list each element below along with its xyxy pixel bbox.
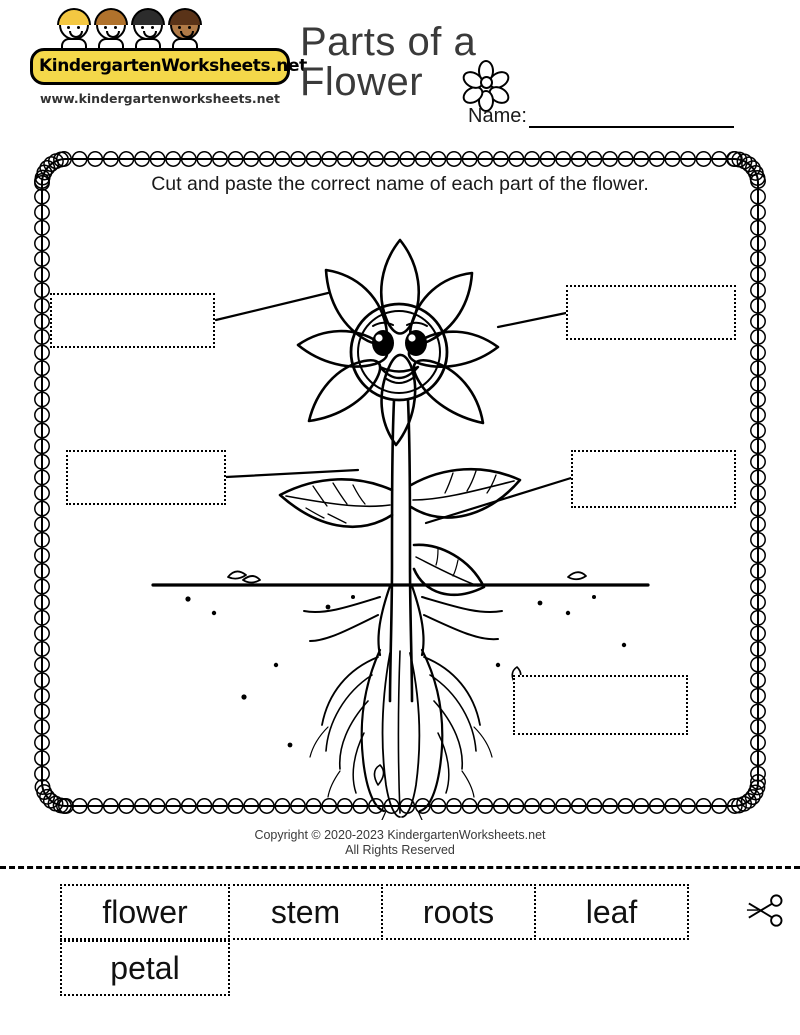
site-logo bbox=[30, 10, 307, 106]
answer-box-2[interactable] bbox=[566, 285, 736, 340]
copyright-text: Copyright © 2020-2023 KindergartenWorksheets.net bbox=[254, 828, 546, 842]
answer-box-5[interactable] bbox=[513, 675, 688, 735]
cut-line bbox=[0, 866, 800, 869]
answer-box-1[interactable] bbox=[50, 293, 215, 348]
kid-avatar bbox=[55, 10, 93, 50]
word-card-stem[interactable]: stem bbox=[228, 884, 383, 940]
logo-banner bbox=[30, 48, 307, 85]
name-input-line[interactable] bbox=[529, 108, 734, 128]
word-bank bbox=[60, 884, 687, 996]
word-card-leaf[interactable]: leaf bbox=[534, 884, 689, 940]
answer-box-3[interactable] bbox=[66, 450, 226, 505]
kid-avatar bbox=[129, 10, 167, 50]
word-card-petal[interactable]: petal bbox=[60, 940, 230, 996]
kid-avatar bbox=[166, 10, 204, 50]
scissors-icon bbox=[745, 893, 783, 929]
flower-icon bbox=[464, 60, 510, 106]
word-card-flower[interactable]: flower bbox=[60, 884, 230, 940]
name-field-row bbox=[468, 105, 734, 128]
instruction-text: Cut and paste the correct name of each part of the flower. bbox=[151, 173, 649, 195]
word-bank-row-2 bbox=[60, 940, 687, 996]
title-line-2: Flower bbox=[300, 60, 424, 104]
answer-box-4[interactable] bbox=[571, 450, 736, 508]
site-url: www.kindergartenworksheets.net bbox=[39, 91, 280, 106]
title-line-1: Parts of a bbox=[300, 20, 477, 64]
kid-avatar bbox=[92, 10, 130, 50]
kids-illustration bbox=[55, 10, 255, 52]
copyright-block bbox=[0, 828, 800, 858]
page-header bbox=[0, 0, 800, 140]
page-title bbox=[300, 22, 770, 102]
logo-text: KindergartenWorksheets.net bbox=[39, 56, 307, 76]
word-card-roots[interactable]: roots bbox=[381, 884, 536, 940]
worksheet-panel bbox=[28, 145, 772, 820]
word-bank-row-1 bbox=[60, 884, 687, 940]
name-label: Name: bbox=[468, 105, 527, 127]
rights-text: All Rights Reserved bbox=[345, 843, 455, 857]
